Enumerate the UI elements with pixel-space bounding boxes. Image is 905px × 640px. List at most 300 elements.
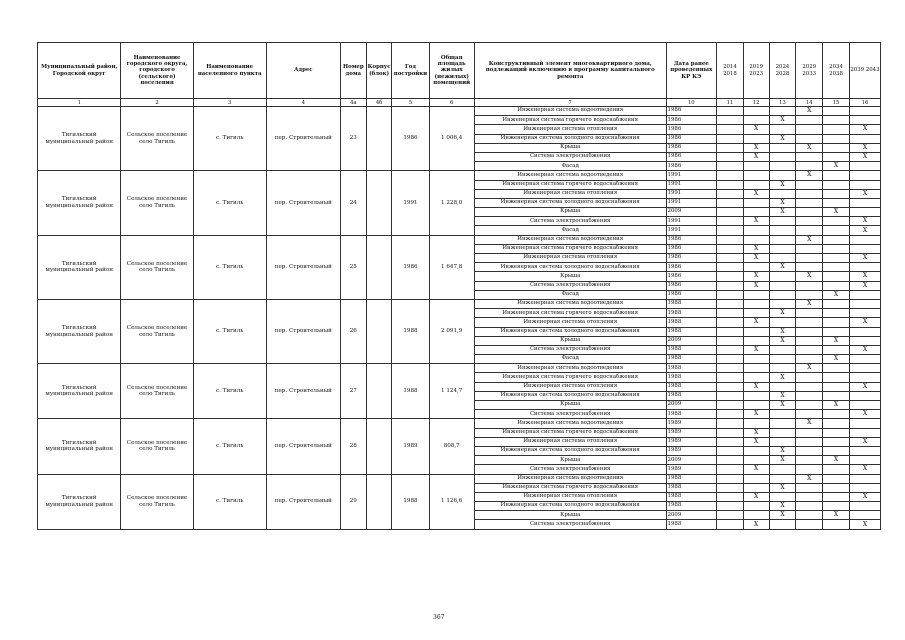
element-name-cell: Инженерная система отопления bbox=[474, 254, 666, 263]
repair-date-cell: 1986 bbox=[666, 116, 716, 125]
period-mark-cell bbox=[823, 107, 850, 116]
year-cell: 1986 bbox=[392, 235, 429, 299]
period-mark-cell bbox=[796, 355, 823, 364]
column-number: 12 bbox=[743, 99, 769, 107]
repair-date-cell: 1986 bbox=[666, 143, 716, 152]
table-row bbox=[38, 299, 881, 308]
period-mark-cell bbox=[849, 299, 880, 308]
period-mark-cell bbox=[717, 299, 744, 308]
repair-date-cell: 2009 bbox=[666, 208, 716, 217]
column-number: 7 bbox=[474, 99, 666, 107]
element-name-cell: Инженерная система холодного водоснабжения bbox=[474, 263, 666, 272]
period-mark-cell bbox=[796, 208, 823, 217]
period-mark-cell bbox=[849, 483, 880, 492]
period-mark-cell bbox=[743, 162, 769, 171]
period-mark-cell bbox=[823, 254, 850, 263]
period-mark-cell bbox=[823, 171, 850, 180]
header-address: Адрес bbox=[266, 43, 340, 99]
year-cell: 1988 bbox=[392, 364, 429, 419]
building-cell bbox=[366, 299, 392, 363]
column-number: 15 bbox=[823, 99, 850, 107]
period-mark-cell bbox=[849, 263, 880, 272]
period-mark-cell: X bbox=[849, 189, 880, 198]
period-mark-cell: X bbox=[743, 492, 769, 501]
period-mark-cell bbox=[717, 428, 744, 437]
period-mark-cell: X bbox=[769, 446, 796, 455]
period-mark-cell bbox=[823, 327, 850, 336]
period-mark-cell: X bbox=[849, 437, 880, 446]
period-mark-cell bbox=[769, 226, 796, 235]
column-number: 10 bbox=[666, 99, 716, 107]
element-name-cell: Инженерная система водоотведения bbox=[474, 364, 666, 373]
district-cell: Тигильский муниципальный район bbox=[38, 235, 121, 299]
element-name-cell: Инженерная система холодного водоснабжения bbox=[474, 198, 666, 207]
district-cell: Тигильский муниципальный район bbox=[38, 299, 121, 363]
period-mark-cell bbox=[717, 244, 744, 253]
period-mark-cell bbox=[769, 474, 796, 483]
period-mark-cell bbox=[849, 502, 880, 511]
building-cell bbox=[366, 235, 392, 299]
period-mark-cell bbox=[769, 152, 796, 161]
element-name-cell: Система электроснабжения bbox=[474, 281, 666, 290]
repair-date-cell: 1986 bbox=[666, 244, 716, 253]
table-row bbox=[38, 419, 881, 428]
element-name-cell: Инженерная система горячего водоснабжения bbox=[474, 483, 666, 492]
district-cell: Тигильский муниципальный район bbox=[38, 171, 121, 235]
period-mark-cell bbox=[717, 116, 744, 125]
period-mark-cell bbox=[743, 483, 769, 492]
column-number: 1 bbox=[38, 99, 121, 107]
period-mark-cell bbox=[796, 134, 823, 143]
table-row bbox=[38, 107, 881, 116]
period-mark-cell bbox=[796, 336, 823, 345]
header-building: Корпус (блок) bbox=[366, 43, 392, 99]
repair-date-cell: 1988 bbox=[666, 391, 716, 400]
period-mark-cell bbox=[796, 446, 823, 455]
period-mark-cell bbox=[743, 180, 769, 189]
street-cell: пер. Строительный bbox=[266, 474, 340, 529]
element-name-cell: Инженерная система горячего водоснабжения bbox=[474, 180, 666, 189]
year-cell: 1986 bbox=[392, 107, 429, 171]
settlement-cell: Сельское поселение село Тигиль bbox=[121, 171, 193, 235]
period-mark-cell: X bbox=[796, 235, 823, 244]
period-mark-cell bbox=[769, 290, 796, 299]
period-mark-cell bbox=[743, 391, 769, 400]
period-mark-cell bbox=[769, 520, 796, 529]
period-mark-cell: X bbox=[796, 143, 823, 152]
period-mark-cell bbox=[717, 336, 744, 345]
element-name-cell: Система электроснабжения bbox=[474, 152, 666, 161]
period-mark-cell bbox=[823, 373, 850, 382]
year-cell: 1991 bbox=[392, 171, 429, 235]
period-mark-cell bbox=[849, 290, 880, 299]
element-name-cell: Система электроснабжения bbox=[474, 410, 666, 419]
period-mark-cell bbox=[796, 437, 823, 446]
house-number-cell: 27 bbox=[340, 364, 366, 419]
district-cell: Тигильский муниципальный район bbox=[38, 107, 121, 171]
repair-date-cell: 1988 bbox=[666, 355, 716, 364]
period-mark-cell bbox=[717, 162, 744, 171]
period-mark-cell: X bbox=[743, 428, 769, 437]
settlement-cell: Сельское поселение село Тигиль bbox=[121, 235, 193, 299]
period-mark-cell: X bbox=[743, 217, 769, 226]
column-number: 16 bbox=[849, 99, 880, 107]
element-name-cell: Система электроснабжения bbox=[474, 465, 666, 474]
period-mark-cell bbox=[743, 446, 769, 455]
element-name-cell: Фасад bbox=[474, 290, 666, 299]
period-mark-cell bbox=[769, 419, 796, 428]
period-mark-cell bbox=[717, 465, 744, 474]
period-mark-cell bbox=[796, 254, 823, 263]
area-cell: 1 647,8 bbox=[429, 235, 474, 299]
period-mark-cell bbox=[743, 171, 769, 180]
period-mark-cell bbox=[743, 208, 769, 217]
period-mark-cell bbox=[849, 355, 880, 364]
period-mark-cell bbox=[743, 134, 769, 143]
period-mark-cell bbox=[796, 318, 823, 327]
period-mark-cell bbox=[717, 254, 744, 263]
period-mark-cell: X bbox=[849, 520, 880, 529]
period-mark-cell bbox=[743, 263, 769, 272]
period-mark-cell: X bbox=[769, 180, 796, 189]
period-mark-cell bbox=[769, 465, 796, 474]
period-mark-cell bbox=[769, 254, 796, 263]
period-mark-cell bbox=[743, 456, 769, 465]
period-mark-cell bbox=[823, 244, 850, 253]
page-number: 367 bbox=[433, 614, 445, 621]
period-mark-cell bbox=[717, 152, 744, 161]
repair-date-cell: 1988 bbox=[666, 520, 716, 529]
header-period: 2019 2023 bbox=[743, 43, 769, 99]
street-cell: пер. Строительный bbox=[266, 299, 340, 363]
period-mark-cell bbox=[743, 336, 769, 345]
period-mark-cell: X bbox=[743, 345, 769, 354]
period-mark-cell bbox=[849, 208, 880, 217]
element-name-cell: Инженерная система горячего водоснабжения bbox=[474, 116, 666, 125]
period-mark-cell bbox=[823, 410, 850, 419]
table-row bbox=[38, 364, 881, 373]
period-mark-cell: X bbox=[796, 107, 823, 116]
period-mark-cell: X bbox=[769, 327, 796, 336]
column-number: 4б bbox=[366, 99, 392, 107]
period-mark-cell: X bbox=[743, 125, 769, 134]
element-name-cell: Инженерная система водоотведения bbox=[474, 299, 666, 308]
header-period: 2039 2043 bbox=[849, 43, 880, 99]
repair-date-cell: 1988 bbox=[666, 345, 716, 354]
period-mark-cell: X bbox=[849, 465, 880, 474]
period-mark-cell bbox=[717, 309, 744, 318]
period-mark-cell bbox=[717, 391, 744, 400]
element-name-cell: Инженерная система холодного водоснабжения bbox=[474, 391, 666, 400]
period-mark-cell bbox=[743, 511, 769, 520]
period-mark-cell bbox=[849, 474, 880, 483]
header-element: Конструктивный элемент многоквартирного дома, подлежащий включению в программу капитального ремонта bbox=[474, 43, 666, 99]
table-row bbox=[38, 235, 881, 244]
settlement-cell: Сельское поселение село Тигиль bbox=[121, 474, 193, 529]
element-name-cell: Инженерная система отопления bbox=[474, 189, 666, 198]
period-mark-cell bbox=[796, 309, 823, 318]
period-mark-cell: X bbox=[769, 116, 796, 125]
period-mark-cell bbox=[796, 483, 823, 492]
period-mark-cell: X bbox=[849, 254, 880, 263]
period-mark-cell: X bbox=[743, 437, 769, 446]
street-cell: пер. Строительный bbox=[266, 419, 340, 474]
period-mark-cell bbox=[769, 492, 796, 501]
building-cell bbox=[366, 107, 392, 171]
period-mark-cell bbox=[717, 281, 744, 290]
period-mark-cell: X bbox=[769, 456, 796, 465]
period-mark-cell bbox=[849, 456, 880, 465]
period-mark-cell bbox=[769, 299, 796, 308]
period-mark-cell bbox=[796, 382, 823, 391]
period-mark-cell bbox=[823, 116, 850, 125]
period-mark-cell bbox=[769, 355, 796, 364]
element-name-cell: Инженерная система холодного водоснабжения bbox=[474, 502, 666, 511]
element-name-cell: Инженерная система холодного водоснабжения bbox=[474, 446, 666, 455]
period-mark-cell bbox=[796, 410, 823, 419]
period-mark-cell bbox=[743, 373, 769, 382]
period-mark-cell: X bbox=[769, 198, 796, 207]
period-mark-cell: X bbox=[849, 272, 880, 281]
period-mark-cell bbox=[717, 373, 744, 382]
element-name-cell: Крыша bbox=[474, 272, 666, 281]
period-mark-cell: X bbox=[743, 189, 769, 198]
period-mark-cell bbox=[849, 134, 880, 143]
repair-date-cell: 1988 bbox=[666, 410, 716, 419]
period-mark-cell: X bbox=[743, 152, 769, 161]
header-locality: Наименование населенного пункта bbox=[193, 43, 266, 99]
period-mark-cell bbox=[823, 189, 850, 198]
period-mark-cell bbox=[769, 272, 796, 281]
repair-date-cell: 2009 bbox=[666, 511, 716, 520]
repair-date-cell: 1988 bbox=[666, 502, 716, 511]
area-cell: 1 126,6 bbox=[429, 474, 474, 529]
period-mark-cell bbox=[823, 428, 850, 437]
period-mark-cell: X bbox=[769, 134, 796, 143]
header-house-number: Номер дома bbox=[340, 43, 366, 99]
year-cell: 1988 bbox=[392, 299, 429, 363]
header-district: Муниципальный район, Городской округ bbox=[38, 43, 121, 99]
building-cell bbox=[366, 474, 392, 529]
period-mark-cell bbox=[717, 290, 744, 299]
period-mark-cell bbox=[823, 474, 850, 483]
period-mark-cell bbox=[717, 483, 744, 492]
element-name-cell: Крыша bbox=[474, 511, 666, 520]
house-number-cell: 25 bbox=[340, 235, 366, 299]
header-year: Год постройки bbox=[392, 43, 429, 99]
period-mark-cell bbox=[823, 345, 850, 354]
period-mark-cell bbox=[717, 355, 744, 364]
period-mark-cell bbox=[769, 171, 796, 180]
period-mark-cell bbox=[796, 345, 823, 354]
period-mark-cell bbox=[849, 373, 880, 382]
period-mark-cell: X bbox=[796, 364, 823, 373]
table-row bbox=[38, 171, 881, 180]
period-mark-cell: X bbox=[849, 125, 880, 134]
element-name-cell: Крыша bbox=[474, 401, 666, 410]
period-mark-cell bbox=[796, 502, 823, 511]
period-mark-cell bbox=[769, 281, 796, 290]
period-mark-cell bbox=[823, 419, 850, 428]
period-mark-cell bbox=[717, 198, 744, 207]
period-mark-cell: X bbox=[796, 299, 823, 308]
column-number: 11 bbox=[717, 99, 744, 107]
repair-date-cell: 1986 bbox=[666, 125, 716, 134]
element-name-cell: Фасад bbox=[474, 162, 666, 171]
period-mark-cell bbox=[717, 263, 744, 272]
period-mark-cell: X bbox=[849, 217, 880, 226]
period-mark-cell: X bbox=[823, 511, 850, 520]
period-mark-cell bbox=[849, 244, 880, 253]
period-mark-cell bbox=[823, 492, 850, 501]
period-mark-cell: X bbox=[849, 152, 880, 161]
period-mark-cell bbox=[849, 198, 880, 207]
house-number-cell: 23 bbox=[340, 107, 366, 171]
element-name-cell: Инженерная система водоотведения bbox=[474, 235, 666, 244]
repair-date-cell: 1988 bbox=[666, 318, 716, 327]
period-mark-cell: X bbox=[769, 511, 796, 520]
period-mark-cell bbox=[717, 520, 744, 529]
period-mark-cell bbox=[796, 492, 823, 501]
period-mark-cell bbox=[823, 180, 850, 189]
repair-date-cell: 1986 bbox=[666, 134, 716, 143]
period-mark-cell bbox=[796, 520, 823, 529]
period-mark-cell bbox=[717, 235, 744, 244]
period-mark-cell bbox=[849, 401, 880, 410]
year-cell: 1989 bbox=[392, 419, 429, 474]
column-number: 3 bbox=[193, 99, 266, 107]
locality-cell: с. Тигиль bbox=[193, 107, 266, 171]
column-number: 4 bbox=[266, 99, 340, 107]
locality-cell: с. Тигиль bbox=[193, 299, 266, 363]
period-mark-cell bbox=[796, 290, 823, 299]
repair-date-cell: 1991 bbox=[666, 171, 716, 180]
house-number-cell: 24 bbox=[340, 171, 366, 235]
repair-date-cell: 1989 bbox=[666, 419, 716, 428]
period-mark-cell bbox=[717, 492, 744, 501]
house-number-cell: 26 bbox=[340, 299, 366, 363]
element-name-cell: Инженерная система холодного водоснабжения bbox=[474, 134, 666, 143]
period-mark-cell: X bbox=[769, 401, 796, 410]
period-mark-cell bbox=[717, 272, 744, 281]
period-mark-cell bbox=[823, 299, 850, 308]
period-mark-cell bbox=[796, 428, 823, 437]
period-mark-cell: X bbox=[769, 373, 796, 382]
period-mark-cell bbox=[717, 446, 744, 455]
period-mark-cell bbox=[769, 107, 796, 116]
period-mark-cell bbox=[823, 143, 850, 152]
building-cell bbox=[366, 364, 392, 419]
period-mark-cell: X bbox=[849, 281, 880, 290]
period-mark-cell bbox=[796, 511, 823, 520]
repair-date-cell: 1991 bbox=[666, 198, 716, 207]
period-mark-cell bbox=[849, 428, 880, 437]
period-mark-cell bbox=[823, 235, 850, 244]
period-mark-cell: X bbox=[743, 143, 769, 152]
column-number: 14 bbox=[796, 99, 823, 107]
period-mark-cell: X bbox=[823, 355, 850, 364]
period-mark-cell bbox=[823, 502, 850, 511]
element-name-cell: Инженерная система отопления bbox=[474, 382, 666, 391]
period-mark-cell bbox=[823, 152, 850, 161]
year-cell: 1988 bbox=[392, 474, 429, 529]
header-period: 2024 2028 bbox=[769, 43, 796, 99]
repair-date-cell: 1988 bbox=[666, 474, 716, 483]
period-mark-cell bbox=[769, 410, 796, 419]
period-mark-cell bbox=[743, 235, 769, 244]
repair-date-cell: 1991 bbox=[666, 180, 716, 189]
element-name-cell: Инженерная система горячего водоснабжения bbox=[474, 373, 666, 382]
element-name-cell: Фасад bbox=[474, 355, 666, 364]
locality-cell: с. Тигиль bbox=[193, 171, 266, 235]
repair-date-cell: 1986 bbox=[666, 254, 716, 263]
column-number-row bbox=[38, 99, 881, 107]
period-mark-cell bbox=[717, 345, 744, 354]
period-mark-cell: X bbox=[769, 502, 796, 511]
repair-date-cell: 1988 bbox=[666, 299, 716, 308]
period-mark-cell bbox=[796, 281, 823, 290]
repair-date-cell: 1989 bbox=[666, 437, 716, 446]
period-mark-cell bbox=[823, 318, 850, 327]
element-name-cell: Система электроснабжения bbox=[474, 345, 666, 354]
period-mark-cell: X bbox=[796, 272, 823, 281]
period-mark-cell: X bbox=[743, 281, 769, 290]
period-mark-cell bbox=[717, 143, 744, 152]
period-mark-cell bbox=[796, 116, 823, 125]
period-mark-cell bbox=[796, 244, 823, 253]
period-mark-cell bbox=[796, 180, 823, 189]
street-cell: пер. Строительный bbox=[266, 235, 340, 299]
period-mark-cell bbox=[796, 125, 823, 134]
period-mark-cell bbox=[717, 180, 744, 189]
element-name-cell: Инженерная система водоотведения bbox=[474, 107, 666, 116]
period-mark-cell bbox=[743, 327, 769, 336]
period-mark-cell: X bbox=[823, 290, 850, 299]
repair-date-cell: 1991 bbox=[666, 189, 716, 198]
element-name-cell: Инженерная система отопления bbox=[474, 437, 666, 446]
element-name-cell: Инженерная система горячего водоснабжения bbox=[474, 244, 666, 253]
period-mark-cell bbox=[717, 125, 744, 134]
period-mark-cell: X bbox=[823, 401, 850, 410]
repair-date-cell: 1991 bbox=[666, 226, 716, 235]
table-row bbox=[38, 474, 881, 483]
period-mark-cell bbox=[743, 107, 769, 116]
period-mark-cell bbox=[849, 391, 880, 400]
period-mark-cell bbox=[823, 198, 850, 207]
period-mark-cell bbox=[717, 419, 744, 428]
period-mark-cell: X bbox=[823, 336, 850, 345]
period-mark-cell bbox=[743, 419, 769, 428]
element-name-cell: Инженерная система холодного водоснабжения bbox=[474, 327, 666, 336]
period-mark-cell bbox=[717, 217, 744, 226]
area-cell: 1 006,4 bbox=[429, 107, 474, 171]
element-name-cell: Крыша bbox=[474, 143, 666, 152]
period-mark-cell bbox=[796, 373, 823, 382]
period-mark-cell bbox=[769, 318, 796, 327]
period-mark-cell: X bbox=[743, 382, 769, 391]
period-mark-cell bbox=[717, 318, 744, 327]
header-prev-repair-date: Дата ранее проведенных КР КЭ bbox=[666, 43, 716, 99]
period-mark-cell: X bbox=[796, 474, 823, 483]
period-mark-cell bbox=[769, 162, 796, 171]
period-mark-cell bbox=[743, 309, 769, 318]
period-mark-cell bbox=[823, 483, 850, 492]
repair-date-cell: 1986 bbox=[666, 107, 716, 116]
period-mark-cell bbox=[769, 382, 796, 391]
locality-cell: с. Тигиль bbox=[193, 364, 266, 419]
period-mark-cell: X bbox=[849, 226, 880, 235]
period-mark-cell bbox=[849, 171, 880, 180]
